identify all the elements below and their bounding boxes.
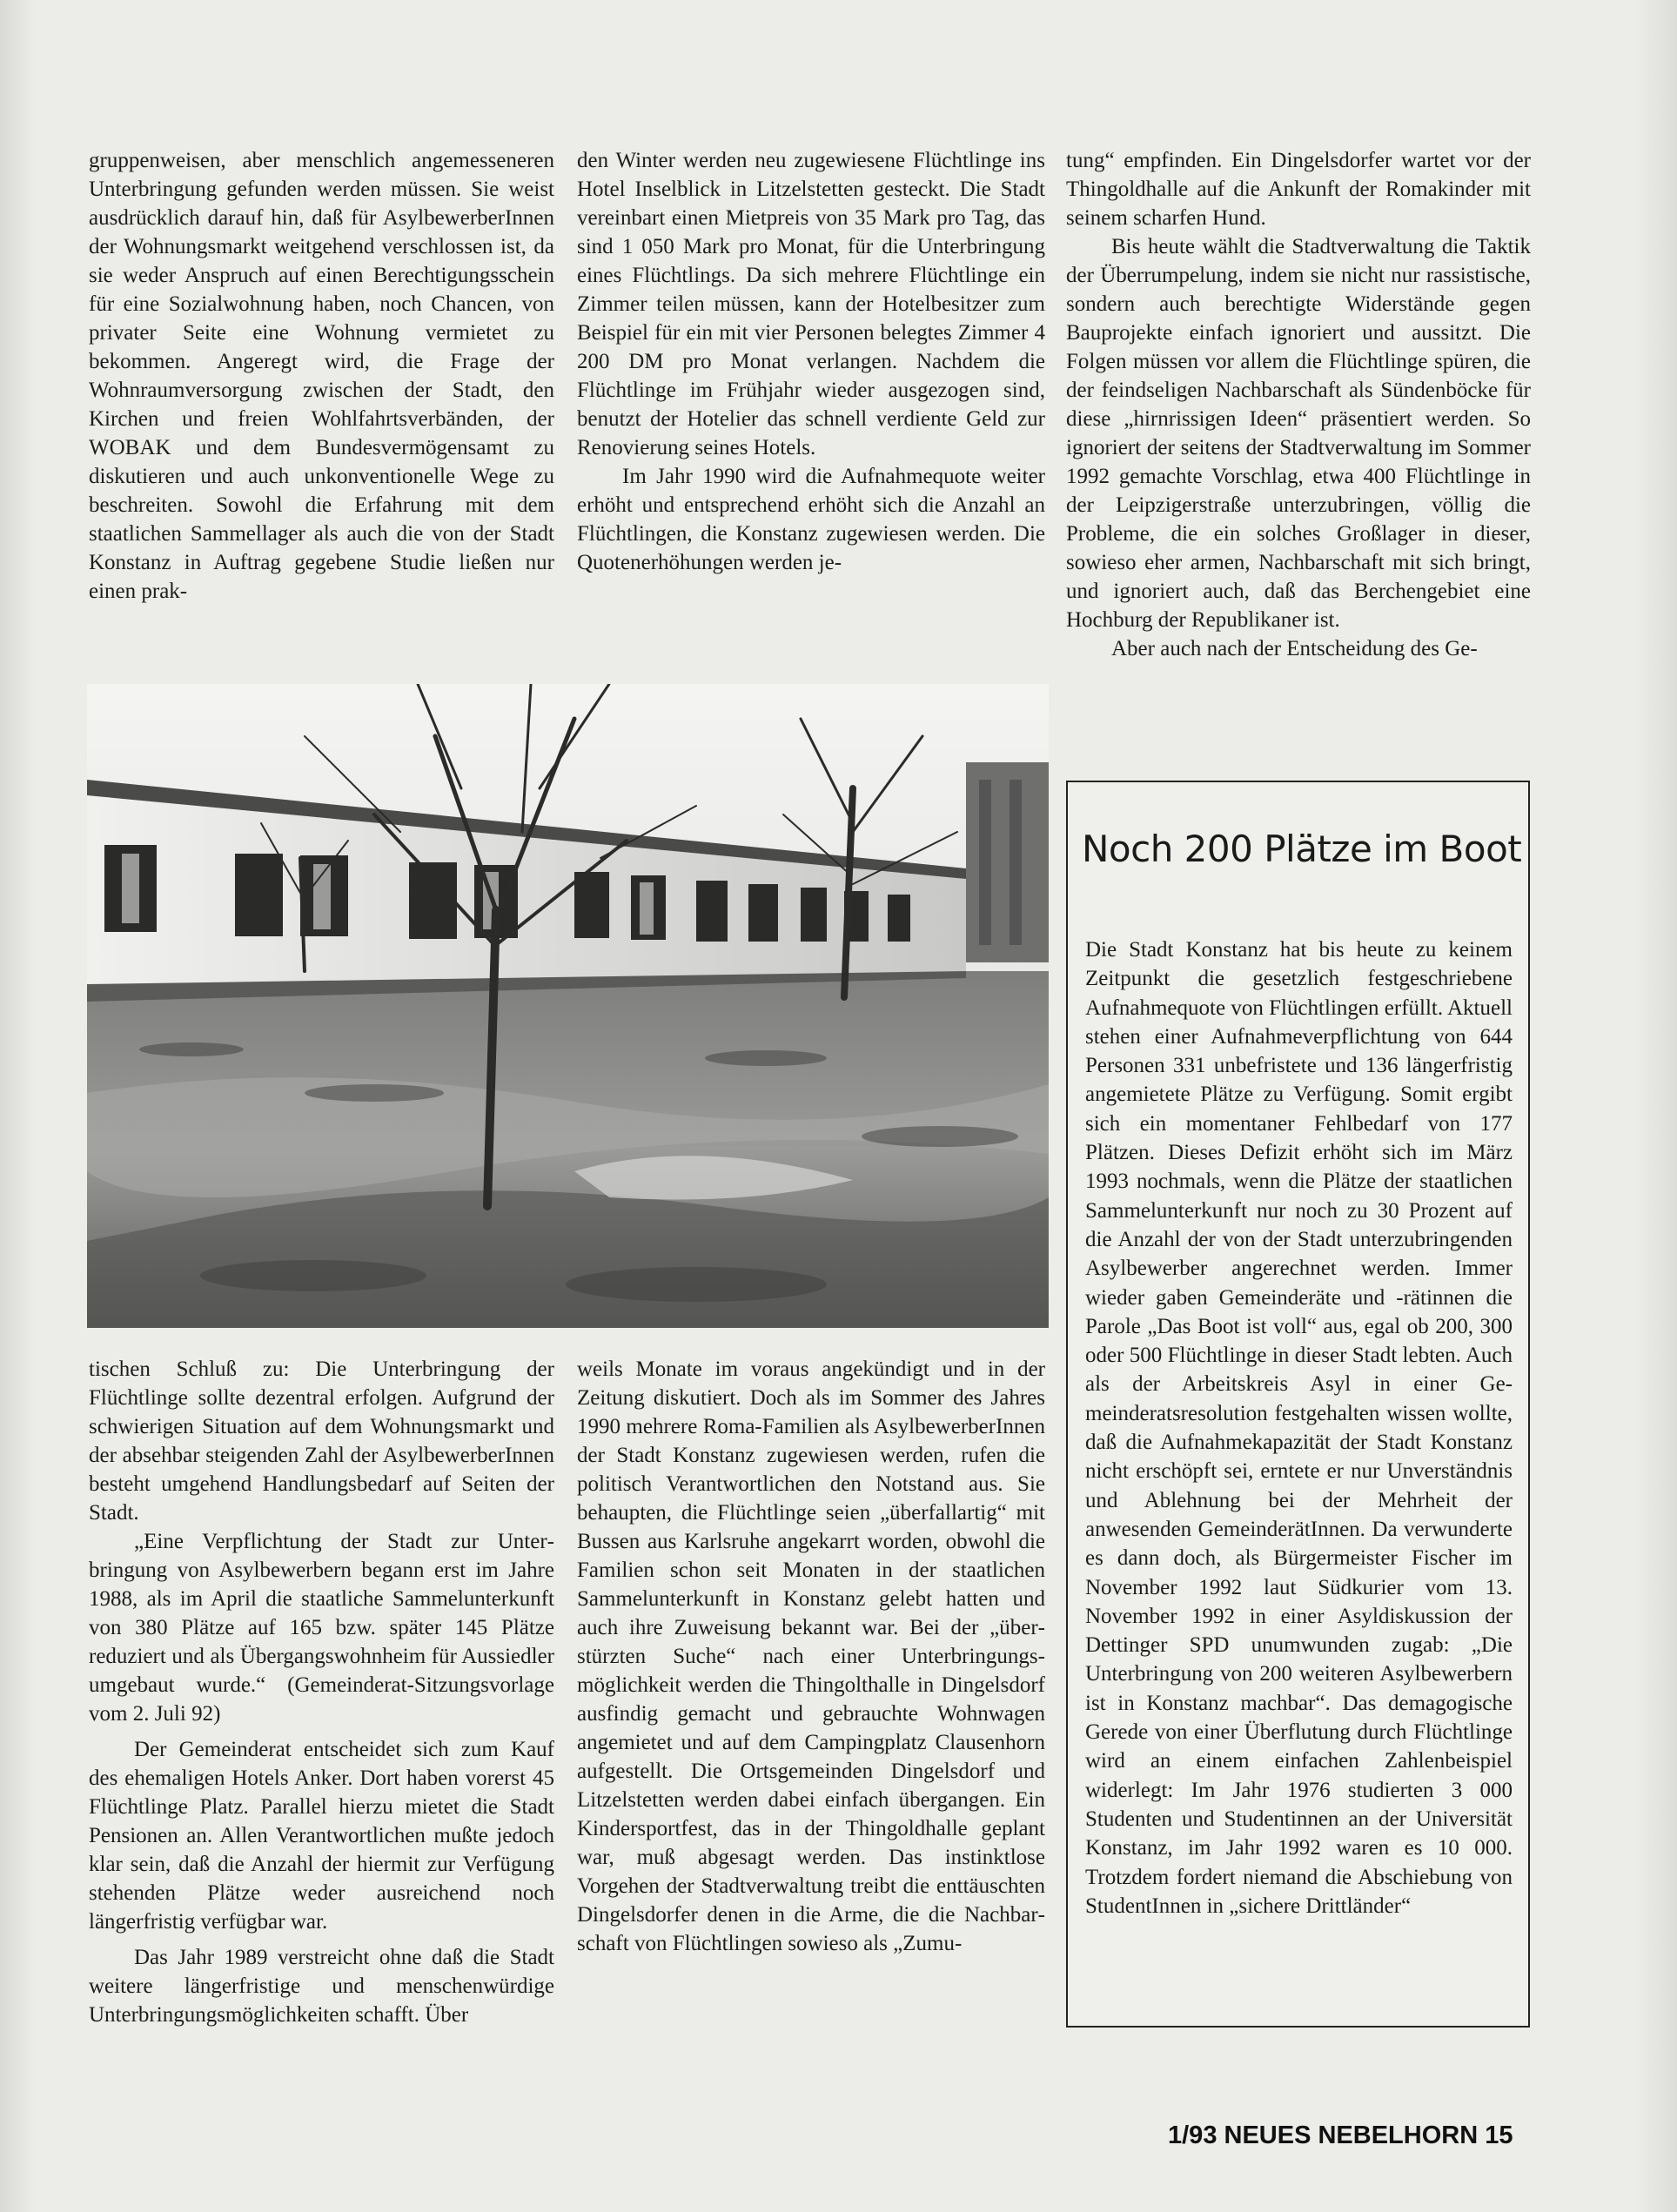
paragraph: tung“ empfinden. Ein Dingelsdorfer wartet vor der Thingoldhalle auf die Ankunft der Romakinder mit seinem scharfen Hund. <box>1066 149 1531 230</box>
article-column-2-bottom <box>577 1355 1045 1958</box>
paragraph: weils Monate im voraus angekündigt und in der Zeitung diskutiert. Doch als im Sommer des Jahres 1990 mehrere Roma-Familien als AsylbewerberInnen der Stadt Konstanz zugewiesen werden, rufen die politisch Verantwortlichen den Notstand aus. Sie behaupten, die Flüchtlinge seien „überfallartig“ mit Bussen aus Karlsruhe angekarrt worden, obwohl die Familien schon seit Monaten in der staatlichen Sammelunterkunft in Konstanz gelebt hatten und auch ihre Zuweisung bekannt war. Bei der „überstürzten Suche“ nach einer Unterbringungsmöglichkeit werden die Thingolthalle in Dingelsdorf ausfindig gemacht und gebrauchte Wohnwagen angemietet und auf dem Campingplatz Clausenhorn aufgestellt. Die Ortsgemeinden Dingelsdorf und Litzelstetten werden dabei einfach übergangen. Ein Kindersportfest, das in der Thingoldhalle geplant war, muß abgesagt werden. Das instinktlose Vorgehen der Stadtverwaltung treibt die enttäuschten Dingelsdorfer denen in die Arme, die die Nachbarschaft von Flüchtlingen sowieso als „Zumu- <box>577 1357 1045 1955</box>
article-column-1-bottom <box>89 1355 554 2029</box>
sidebar-title: Noch 200 Plätze im Boot <box>1082 828 1522 870</box>
paragraph: „Eine Verpflichtung der Stadt zur Unterbringung von Asylbewerbern begann erst im Jahre 1988, als im April die staatliche Sammelunterkunft von 380 Plätze auf 165 bzw. später 145 Plätze reduziert und als Übergangswohnheim für Aussiedler umgebaut wurde.“ (Gemeinderat-Sitzungsvorlage vom 2. Juli 92) <box>89 1530 554 1726</box>
article-column-1-top <box>89 146 554 606</box>
paragraph: gruppenweisen, aber menschlich angemesseneren Unterbringung gefunden werden müssen. Sie weist ausdrücklich darauf hin, daß für AsylbewerberInnen der Wohnungsmarkt weitgehend verschlossen ist, da sie weder Anspruch auf einen Berechtigungsschein für eine Sozialwohnung haben, noch Chancen, von privater Seite eine Wohnung vermietet zu bekommen. Angeregt wird, die Frage der Wohnraumversorgung zwischen der Stadt, den Kirchen und freien Wohlfahrtsverbänden, der WOBAK und dem Bundesvermögensamt zu diskutieren und auch unkonventionelle Wege zu beschreiten. Sowohl die Erfahrung mit dem staatlichen Sammellager als auch die von der Stadt Konstanz in Auftrag gegebene Studie ließen nur einen prak- <box>89 149 554 603</box>
sidebar-box <box>1066 781 1530 2028</box>
article-column-3-top <box>1066 146 1531 663</box>
paragraph: Das Jahr 1989 verstreicht ohne daß die Stadt weitere längerfristige und menschenwürdige Unterbringungsmöglichkeiten schafft. Über <box>89 1946 554 2027</box>
paragraph: tischen Schluß zu: Die Unterbringung der Flüchtlinge sollte dezentral erfolgen. Aufgrund der schwierigen Situation auf dem Wohnungsmarkt und der absehbar steigenden Zahl der AsylbewerberInnen besteht umgehend Handlungsbedarf auf Seiten der Stadt. <box>89 1357 554 1525</box>
paragraph: Die Stadt Konstanz hat bis heute zu keinem Zeitpunkt die gesetzlich festgeschriebene Aufnahmequote von Flüchtlingen erfüllt. Aktuell stehen einer Aufnahmeverpflichtung von 644 Personen 331 unbefristete und 136 längerfristig angemietete Plätze zu Verfügung. Somit ergibt sich ein momentaner Fehlbedarf von 177 Plätzen. Dieses Defizit erhöht sich im März 1993 nochmals, wenn die Plätze der staatlichen Sammelunterkunft nur noch zu 30 Prozent auf die Anzahl der von der Stadt unterzubringenden Asylbewerber angerechnet werden. Immer wieder gaben Gemeinderäte und -rätinnen die Parole „Das Boot ist voll“ aus, egal ob 200, 300 oder 500 Flüchtlinge in dieser Stadt lebten. Auch als der Arbeitskreis Asyl in einer Gemeinderatsresolution festgehalten wissen wollte, daß die Aufnahmekapazität der Stadt Konstanz nicht erschöpft sei, erntete er nur Unverständnis und Ablehnung bei der Mehrheit der anwesenden GemeinderätInnen. Da verwunderte es dann doch, als Bürgermeister Fischer im November 1992 laut Südkurier vom 13. November 1992 in einer Asyldiskussion der Dettinger SPD unumwunden zugab: „Die Unterbringung von 200 weiteren Asylbewerbern ist in Konstanz machbar“. Das demagogische Gerede von einer Überflutung durch Flüchtlinge wird an einem einfachen Zahlenbeispiel widerlegt: Im Jahr 1976 studierten 3 000 Studenten und Studentinnen an der Universität Konstanz, im Jahr 1992 waren es 10 000. Trotzdem fordert niemand die Abschiebung von StudentInnen in „sichere Drittländer“ <box>1085 938 1513 1918</box>
photo-illustration <box>87 684 1049 1328</box>
paragraph: den Winter werden neu zugewiesene Flüchtlinge ins Hotel Inselblick in Litzelstetten gesteckt. Die Stadt vereinbart einen Mietpreis von 35 Mark pro Tag, das sind 1 050 Mark pro Monat, für die Unterbringung eines Flüchtlings. Da sich mehrere Flüchtlinge ein Zimmer teilen müssen, kann der Hotelbesitzer zum Beispiel für ein mit vier Personen belegtes Zimmer 4 200 DM pro Monat verlangen. Nachdem die Flüchtlinge im Frühjahr wieder ausgezogen sind, benutzt der Hotelier das schnell verdiente Geld zur Renovierung seines Hotels. <box>577 149 1045 459</box>
paragraph: Im Jahr 1990 wird die Aufnahmequote weiter erhöht und entsprechend erhöht sich die Anzahl an Flüchtlingen, die Konstanz zugewiesen werden. Die Quotenerhöhungen werden je- <box>577 465 1045 574</box>
paragraph: Aber auch nach der Entscheidung des Ge- <box>1111 637 1478 660</box>
paragraph: Der Gemeinderat entscheidet sich zum Kauf des ehemaligen Hotels Anker. Dort haben vorerst 45 Flüchtlinge Platz. Parallel hierzu mietet die Stadt Pensionen an. Allen Verantwortlichen mußte jedoch klar sein, daß die Anzahl der hiermit zur Verfügung stehenden Plätze weder ausreichend noch längerfristig verfügbar war. <box>89 1738 554 1934</box>
page-footer: 1/93 NEUES NEBELHORN 15 <box>1168 2122 1513 2149</box>
paragraph: Bis heute wählt die Stadtverwaltung die Taktik der Überrumpelung, indem sie nicht nur rassistische, sondern auch berechtigte Widerstände gegen Bauprojekte einfach ignoriert und aussitzt. Die Folgen müssen vor allem die Flüchtlinge spüren, die der feindseligen Nachbarschaft als Sündenböcke für diese „hirnrissigen Ideen“ präsentiert werden. So ignoriert der seitens der Stadtverwaltung im Sommer 1992 gemachte Vorschlag, etwa 400 Flüchtlinge in der Leipzigerstraße unterzubringen, völlig die Probleme, die ein solches Großlager in dieser, sowieso eher armen, Nachbarschaft mit sich bringt, und ignoriert auch, daß das Berchengebiet eine Hochburg der Republikaner ist. <box>1066 235 1531 632</box>
article-column-2-top <box>577 146 1045 577</box>
building-photo <box>87 684 1049 1328</box>
sidebar-text <box>1085 935 1513 1920</box>
